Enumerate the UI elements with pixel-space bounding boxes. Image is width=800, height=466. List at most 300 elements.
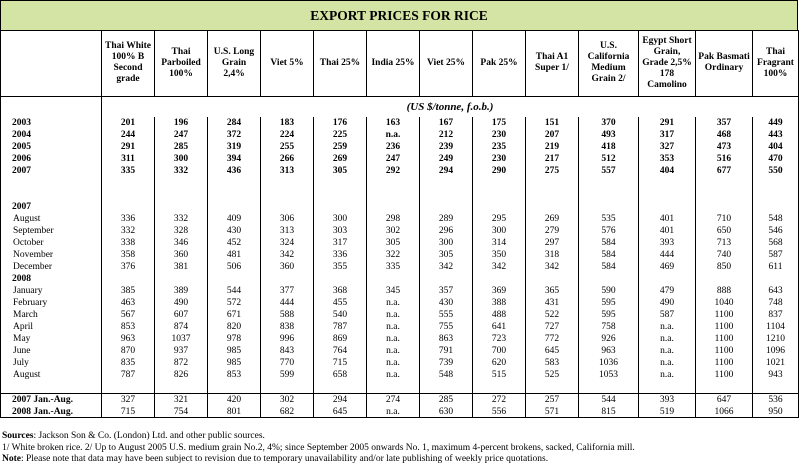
price-cell: 452 [208,237,261,249]
price-cell: 888 [696,285,753,297]
month-row [1,321,799,333]
blank-cell [696,189,753,201]
spacer-row [1,381,799,394]
blank-cell [208,381,261,394]
price-cell: 599 [261,369,314,381]
price-cell: 285 [420,394,473,407]
blank-cell [1,177,102,189]
blank-cell [526,201,579,213]
column-header: U.S. Long Grain 2,4% [208,30,261,97]
row-label: April [1,321,102,333]
price-cell: 801 [208,406,261,418]
price-cell: 1100 [696,309,753,321]
blank-cell [579,189,639,201]
row-label: June [1,345,102,357]
price-cell: 305 [314,165,367,177]
blank-cell [261,273,314,285]
blank-cell [579,177,639,189]
price-cell: 313 [261,165,314,177]
column-header: Pak Basmati Ordinary [696,30,753,97]
price-cell: 163 [367,117,420,129]
price-cell: 481 [208,249,261,261]
price-cell: 770 [261,357,314,369]
price-cell: 715 [102,406,155,418]
price-cell: 607 [155,309,208,321]
price-cell: 291 [102,141,155,153]
price-cell: 212 [420,129,473,141]
column-header: Thai A1 Super 1/ [526,30,579,97]
price-cell: 300 [155,153,208,165]
price-cell: 350 [473,249,526,261]
blank-cell [1,189,102,201]
price-cell: 772 [526,333,579,345]
price-cell: 515 [473,369,526,381]
price-cell: 838 [261,321,314,333]
price-cell: 342 [261,249,314,261]
price-cell: 224 [261,129,314,141]
blank-cell [314,177,367,189]
price-cell: 835 [102,357,155,369]
price-cell: 963 [102,333,155,345]
price-cell: 677 [696,165,753,177]
month-row [1,333,799,345]
blank-cell [208,273,261,285]
price-cell: 295 [473,213,526,225]
column-header: Thai 25% [314,30,367,97]
price-cell: 247 [367,153,420,165]
blank-cell [473,201,526,213]
price-cell: 279 [526,225,579,237]
price-cell: 584 [579,249,639,261]
price-cell: 365 [526,285,579,297]
price-cell: 583 [526,357,579,369]
price-cell: 259 [314,141,367,153]
footnotes [2,431,635,466]
price-cell: 430 [208,225,261,237]
price-cell: 739 [420,357,473,369]
blank-cell [526,273,579,285]
price-cell: 754 [155,406,208,418]
blank-cell [696,201,753,213]
price-cell: 449 [753,117,799,129]
blank-cell [753,381,799,394]
price-cell: 409 [208,213,261,225]
price-cell: 401 [639,213,696,225]
price-cell: 658 [314,369,367,381]
price-cell: n.a. [367,357,420,369]
price-cell: 671 [208,309,261,321]
price-cell: 393 [639,237,696,249]
price-cell: 294 [420,165,473,177]
price-cell: 355 [314,261,367,273]
price-cell: 303 [314,225,367,237]
price-cell: 294 [314,394,367,407]
month-row [1,285,799,297]
price-cell: 740 [696,249,753,261]
price-cell: 357 [420,285,473,297]
blank-cell [102,189,155,201]
price-cell: 272 [473,394,526,407]
price-cell: 700 [473,345,526,357]
price-cell: 336 [102,213,155,225]
price-cell: 291 [639,117,696,129]
row-label: 2007 Jan.-Aug. [1,394,102,407]
blank-cell [208,177,261,189]
price-cell: 302 [367,225,420,237]
price-cell: 219 [526,141,579,153]
price-cell: 324 [261,237,314,249]
price-cell: 353 [639,153,696,165]
price-cell: 420 [208,394,261,407]
month-row [1,225,799,237]
annual-row [1,141,799,153]
blank-cell [526,381,579,394]
price-cell: 650 [696,225,753,237]
blank-cell [314,189,367,201]
price-cell: 346 [155,237,208,249]
blank-cell [208,189,261,201]
price-cell: 985 [208,357,261,369]
price-cell: 787 [314,321,367,333]
price-cell: 342 [526,261,579,273]
price-cell: 336 [314,249,367,261]
blank-cell [473,273,526,285]
price-cell: 870 [102,345,155,357]
price-cell: 455 [314,297,367,309]
row-label: 2006 [1,153,102,165]
blank-cell [314,201,367,213]
price-cell: 1100 [696,357,753,369]
price-cell: 550 [753,165,799,177]
price-cell: 167 [420,117,473,129]
units-spacer [1,97,102,118]
price-cell: 444 [639,249,696,261]
blank-cell [367,189,420,201]
month-row [1,213,799,225]
row-label: September [1,225,102,237]
blank-cell [367,177,420,189]
price-cell: 300 [473,225,526,237]
price-cell: 963 [579,345,639,357]
price-cell: 473 [696,141,753,153]
price-cell: 196 [155,117,208,129]
price-cell: 557 [579,165,639,177]
column-header: Viet 25% [420,30,473,97]
blank-cell [155,273,208,285]
blank-cell [102,177,155,189]
blank-cell [579,381,639,394]
price-cell: 758 [579,321,639,333]
price-cell: 468 [696,129,753,141]
price-cell: 393 [639,394,696,407]
row-label: July [1,357,102,369]
price-cell: 645 [314,406,367,418]
price-cell: 317 [639,129,696,141]
footnote-line: 1/ White broken rice. 2/ Up to August 2005 U.S. medium grain No.2, 4%; since September 2005 onwards No. 1, maximum 4-percent brokens, sacked, California mill. [2,442,635,453]
blank-cell [102,201,155,213]
price-cell: 584 [579,261,639,273]
price-cell: 305 [420,249,473,261]
price-cell: 311 [102,153,155,165]
price-cell: 300 [420,237,473,249]
price-cell: n.a. [367,309,420,321]
price-cell: 595 [579,297,639,309]
annual-row [1,165,799,177]
blank-cell [473,189,526,201]
price-cell: 230 [473,153,526,165]
price-cell: 490 [155,297,208,309]
price-cell: 360 [155,249,208,261]
price-cell: 207 [526,129,579,141]
price-cell: 306 [261,213,314,225]
price-cell: 1037 [155,333,208,345]
blank-cell [314,273,367,285]
price-cell: 290 [473,165,526,177]
blank-cell [367,381,420,394]
price-cell: 682 [261,406,314,418]
price-cell: 357 [696,117,753,129]
price-cell: n.a. [639,333,696,345]
price-cell: 536 [753,394,799,407]
row-label: August [1,369,102,381]
month-row [1,249,799,261]
price-cell: n.a. [367,333,420,345]
price-cell: 1100 [696,333,753,345]
price-cell: 463 [102,297,155,309]
price-cell: 620 [473,357,526,369]
price-cell: n.a. [367,369,420,381]
price-cell: 322 [367,249,420,261]
price-cell: 249 [420,153,473,165]
price-cell: 493 [579,129,639,141]
price-cell: 285 [155,141,208,153]
price-cell: 512 [579,153,639,165]
price-cell: 630 [420,406,473,418]
price-cell: 488 [473,309,526,321]
price-cell: 314 [473,237,526,249]
price-cell: 296 [420,225,473,237]
price-cell: 328 [155,225,208,237]
price-cell: 332 [102,225,155,237]
price-cell: 300 [314,213,367,225]
row-label: 2007 [1,165,102,177]
price-cell: 872 [155,357,208,369]
price-cell: 863 [420,333,473,345]
price-cell: n.a. [367,297,420,309]
section-2007 [1,201,799,213]
price-cell: 584 [579,237,639,249]
blank-cell [753,273,799,285]
price-cell: n.a. [639,357,696,369]
blank-cell [1,381,102,394]
price-cell: 567 [102,309,155,321]
price-cell: 335 [102,165,155,177]
row-label: 2004 [1,129,102,141]
price-cell: 787 [102,369,155,381]
price-cell: 1040 [696,297,753,309]
price-cell: 522 [526,309,579,321]
blank-cell [102,273,155,285]
price-cell: 394 [208,153,261,165]
price-cell: 556 [473,406,526,418]
month-row [1,309,799,321]
blank-cell [261,177,314,189]
price-cell: 313 [261,225,314,237]
price-cell: 645 [526,345,579,357]
price-cell: 257 [526,394,579,407]
price-cell: 869 [314,333,367,345]
price-cell: 937 [155,345,208,357]
price-cell: n.a. [639,321,696,333]
blank-cell [420,177,473,189]
price-cell: 175 [473,117,526,129]
price-cell: 479 [639,285,696,297]
price-cell: 388 [473,297,526,309]
blank-cell [155,189,208,201]
price-cell: 791 [420,345,473,357]
price-cell: 342 [420,261,473,273]
price-cell: 853 [102,321,155,333]
blank-cell [473,381,526,394]
price-cell: 372 [208,129,261,141]
price-cell: 404 [753,141,799,153]
price-cell: 641 [473,321,526,333]
price-cell: 401 [639,225,696,237]
price-cell: 358 [102,249,155,261]
price-cell: 843 [261,345,314,357]
price-cell: 950 [753,406,799,418]
table-title: EXPORT PRICES FOR RICE [0,0,798,31]
blank-cell [696,381,753,394]
price-cell: 369 [473,285,526,297]
price-cell: 239 [420,141,473,153]
price-cell: 595 [579,309,639,321]
price-cell: 370 [579,117,639,129]
price-cell: 404 [639,165,696,177]
price-cell: 385 [102,285,155,297]
price-cell: 727 [526,321,579,333]
blank-cell [367,201,420,213]
price-cell: 368 [314,285,367,297]
price-cell: 431 [526,297,579,309]
price-cell: 826 [155,369,208,381]
blank-cell [420,273,473,285]
price-cell: n.a. [639,345,696,357]
price-cell: 576 [579,225,639,237]
blank-cell [639,177,696,189]
price-cell: n.a. [367,129,420,141]
price-cell: 266 [261,153,314,165]
blank-cell [314,381,367,394]
price-cell: 535 [579,213,639,225]
section-label: 2008 [1,273,102,285]
month-row [1,357,799,369]
blank-cell [639,189,696,201]
price-cell: 943 [753,369,799,381]
price-cell: 360 [261,261,314,273]
price-cell: 342 [473,261,526,273]
blank-cell [639,381,696,394]
price-cell: 244 [102,129,155,141]
column-header: Thai White 100% B Second grade [102,30,155,97]
price-cell: 568 [753,237,799,249]
price-cell: 764 [314,345,367,357]
blank-cell [526,189,579,201]
header-row [1,30,799,97]
price-cell: 587 [753,249,799,261]
price-cell: 345 [367,285,420,297]
row-label: 2008 Jan.-Aug. [1,406,102,418]
price-cell: 183 [261,117,314,129]
price-cell: n.a. [367,406,420,418]
revision-note: Note: Please note that data may have been subject to revision due to temporary unavailability and/or late publishing of weekly price quotations. [2,454,549,464]
price-cell: 815 [579,406,639,418]
blank-cell [696,273,753,285]
blank-cell [261,201,314,213]
price-cell: 519 [639,406,696,418]
price-cell: 1036 [579,357,639,369]
blank-cell [420,189,473,201]
price-cell: 978 [208,333,261,345]
price-cell: 389 [155,285,208,297]
price-cell: n.a. [367,345,420,357]
price-cell: 269 [526,213,579,225]
price-cell: 1100 [696,345,753,357]
column-header: Thai Fragrant 100% [753,30,799,97]
column-header: India 25% [367,30,420,97]
price-cell: 332 [155,213,208,225]
price-cell: 247 [155,129,208,141]
price-cell: 587 [639,309,696,321]
month-row [1,369,799,381]
column-header: Egypt Short Grain, Grade 2,5% 178 Camolino [639,30,696,97]
price-cell: 176 [314,117,367,129]
price-cell: 748 [753,297,799,309]
price-cell: 996 [261,333,314,345]
row-label: January [1,285,102,297]
price-cell: 297 [526,237,579,249]
blank-cell [208,201,261,213]
price-cell: 548 [420,369,473,381]
price-cell: 647 [696,394,753,407]
price-cell: 418 [579,141,639,153]
blank-cell [753,177,799,189]
price-cell: 201 [102,117,155,129]
price-cell: 327 [102,394,155,407]
price-cell: 985 [208,345,261,357]
price-cell: 274 [367,394,420,407]
blank-cell [261,189,314,201]
prices-table [0,30,799,418]
annual-row [1,153,799,165]
row-label: May [1,333,102,345]
blank-cell [579,273,639,285]
spacer-row [1,189,799,201]
price-cell: 235 [473,141,526,153]
price-cell: 236 [367,141,420,153]
price-cell: 430 [420,297,473,309]
price-cell: 332 [155,165,208,177]
price-cell: 525 [526,369,579,381]
price-cell: 443 [753,129,799,141]
price-cell: 289 [420,213,473,225]
blank-cell [579,201,639,213]
row-label: November [1,249,102,261]
price-cell: 874 [155,321,208,333]
price-cell: 516 [696,153,753,165]
price-cell: 470 [753,153,799,165]
blank-cell [473,177,526,189]
